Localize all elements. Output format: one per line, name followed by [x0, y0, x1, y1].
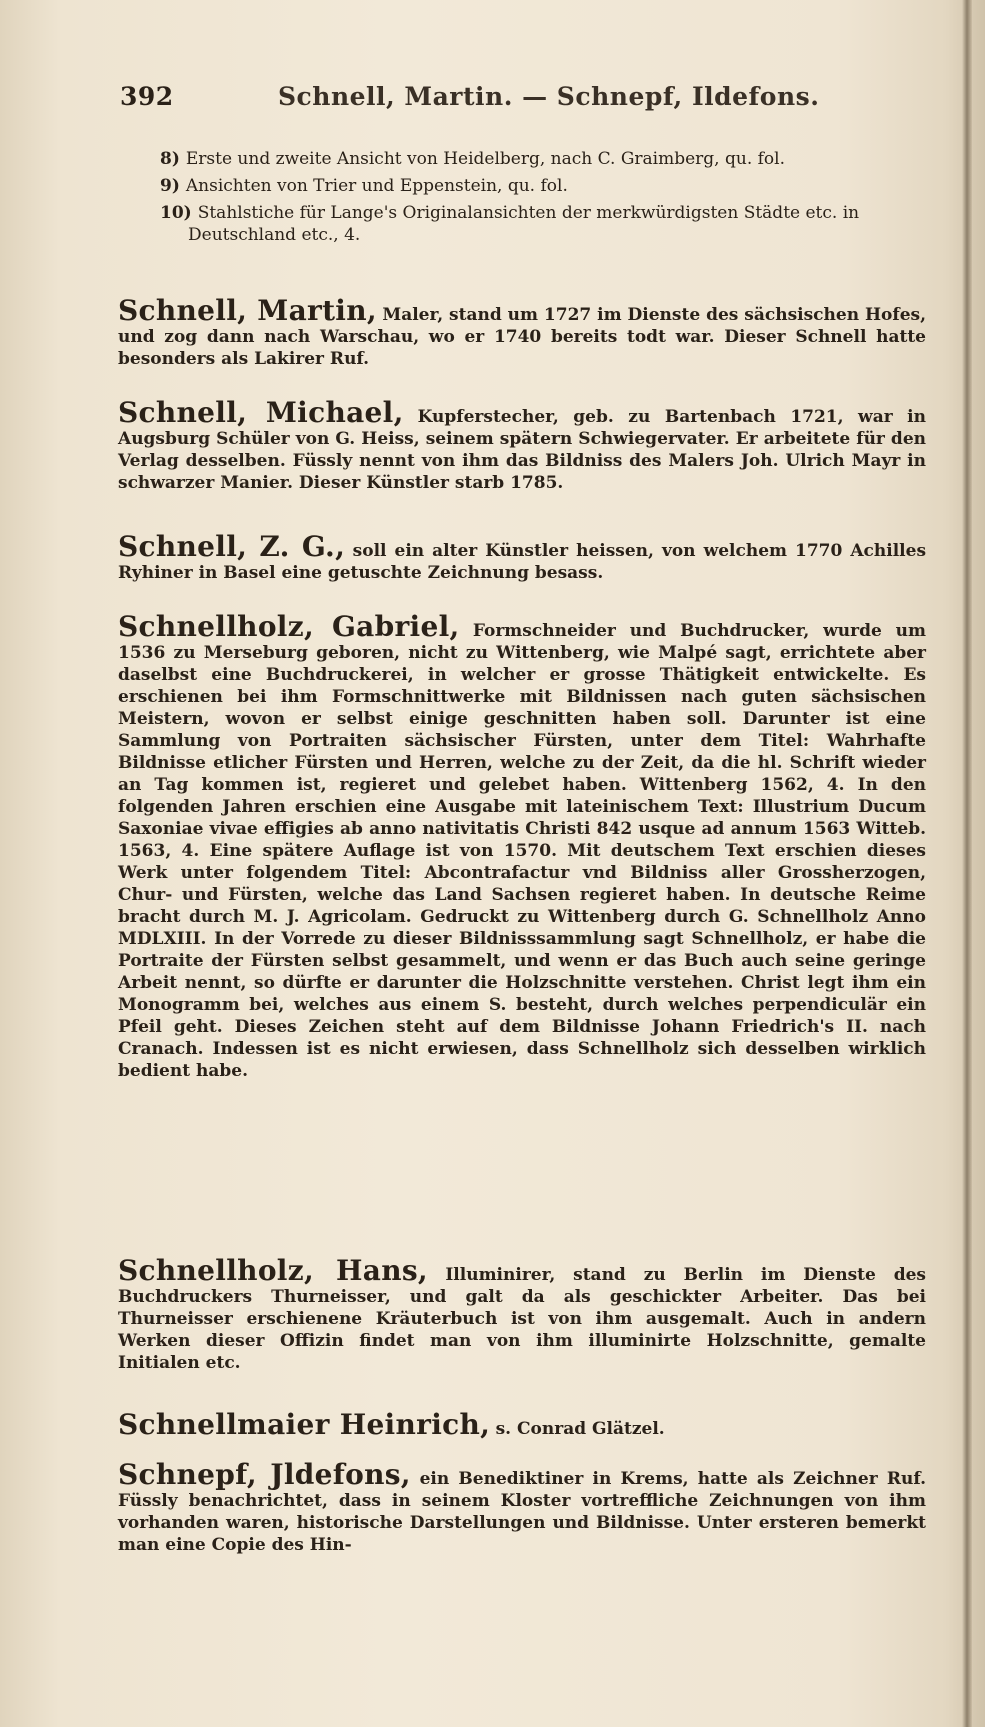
entry-body: Kupferstecher, geb. zu Bartenbach 1721, war in Augsburg Schüler von G. Heiss, seinem spätern Schwiegervater. Er arbeitete für den Verlag desselben. Füssly nennt von ihm das Bildniss des Malers Joh. Ulrich Mayr in schwarzer Manier. Dieser Künstler starb 1785. [118, 407, 926, 493]
entry-schnell-martin [118, 294, 927, 370]
entry-schnell-michael [118, 396, 926, 494]
entry-body: Formschneider und Buchdrucker, wurde um 1536 zu Merseburg geboren, nicht zu Wittenberg, wie Malpé sagt, errichtete aber daselbst eine Buchdruckerei, in welcher er grosse Thätigkeit entwickelte. Es erschienen bei ihm Formschnittwerke mit Bildnissen nach guten sächsischen Meistern, wovon er selbst einige geschnitten haben soll. Darunter ist eine Sammlung von Portraiten sächsischer Fürsten, unter dem Titel: Wahrhafte Bildnisse etlicher Fürsten und Herren, welche zu der Zeit, da die hl. Schrift wieder an Tag kommen ist, regieret und gelebet haben. Wittenberg 1562, 4. In den folgenden Jahren erschien eine Ausgabe mit lateinischem Text: Illustrium Ducum Saxoniae vivae effigies ab anno nativitatis Christi 842 usque ad annum 1563 Witteb. 1563, 4. Eine spätere Auflage ist von 1570. Mit deutschem Text erschien dieses Werk unter folgendem Titel: Abcontrafactur vnd Bildniss aller Grossherzogen, Chur- und Fürsten, welche das Land Sachsen regieret haben. In deutsche Reime bracht durch M. J. Agricolam. Gedruckt zu Wittenberg durch G. Schnellholz Anno MDLXIII. In der Vorrede zu dieser Bildnisssammlung sagt Schnellholz, er habe die Portraite der Fürsten selbst gesammelt, und wenn er das Buch auch seine geringe Arbeit nennt, so dürfte er darunter die Holzschnitte verstehen. Christ legt ihm ein Monogramm bei, welches aus einem S. besteht, durch welches perpendiculär ein Pfeil geht. Dieses Zeichen steht auf dem Bildnisse Johann Friedrich's II. nach Cranach. Indessen ist es nicht erwiesen, dass Schnellholz sich desselben wirklich bedient habe. [118, 621, 926, 1081]
entry-heading: Schnell, Martin, [118, 294, 377, 327]
entry-body: s. Conrad Glätzel. [495, 1419, 665, 1439]
list-item [118, 175, 926, 197]
entry-text [118, 1254, 926, 1374]
running-title: Schnell, Martin. — Schnepf, Ildefons. [278, 82, 820, 111]
list-text: Ansichten von Trier und Eppenstein, qu. fol. [185, 176, 568, 196]
entry-text [118, 610, 926, 1082]
entry-text [118, 396, 926, 494]
entry-body: Maler, stand um 1727 im Dienste des sächsischen Hofes, und zog dann nach Warschau, wo er 1740 bereits todt war. Dieser Schnell hatte besonders als Lakirer Ruf. [118, 305, 927, 369]
entry-text [118, 1408, 926, 1441]
page-header [120, 82, 920, 122]
list-item [118, 148, 926, 170]
list-number: 10) [160, 203, 192, 223]
list-text: Stahlstiche für Lange's Originalansichten der merkwürdigsten Städte etc. in Deutschland etc., 4. [188, 203, 860, 245]
entry-schnellholz-hans [118, 1254, 926, 1374]
entry-heading: Schnellholz, Gabriel, [118, 610, 460, 643]
entry-schnepf-jldefons [118, 1458, 926, 1556]
entry-text [118, 530, 927, 584]
list-number: 9) [160, 176, 180, 196]
page-margin [985, 0, 1000, 1727]
continued-list [118, 148, 926, 251]
entry-text [118, 1458, 926, 1556]
entry-heading: Schnell, Z. G., [118, 530, 346, 563]
entry-heading: Schnepf, Jldefons, [118, 1458, 411, 1491]
entry-heading: Schnellmaier Heinrich, [118, 1408, 491, 1441]
entry-body: Illuminirer, stand zu Berlin im Dienste des Buchdruckers Thurneisser, und galt da als geschickter Arbeiter. Das bei Thurneisser erschienene Kräuterbuch ist von ihm ausgemalt. Auch in andern Werken dieser Offizin findet man von ihm illuminirte Holzschnitte, gemalte Initialen etc. [118, 1265, 926, 1373]
entry-schnellmaier-heinrich [118, 1408, 926, 1441]
entry-schnell-zg [118, 530, 927, 584]
list-item [118, 202, 926, 246]
book-gutter-shadow [962, 0, 972, 1727]
entry-body: ein Benediktiner in Krems, hatte als Zeichner Ruf. Füssly benachrichtet, dass in seinem Kloster vortreffliche Zeichnungen von ihm vorhanden waren, historische Darstellungen und Bildnisse. Unter ersteren bemerkt man eine Copie des Hin- [118, 1469, 926, 1555]
page-number: 392 [120, 82, 174, 111]
entry-heading: Schnellholz, Hans, [118, 1254, 428, 1287]
entry-schnellholz-gabriel [118, 610, 926, 1082]
entry-body: soll ein alter Künstler heissen, von welchem 1770 Achilles Ryhiner in Basel eine getuschte Zeichnung besass. [118, 541, 927, 583]
list-text: Erste und zweite Ansicht von Heidelberg, nach C. Graimberg, qu. fol. [185, 149, 785, 169]
entry-heading: Schnell, Michael, [118, 396, 404, 429]
entry-text [118, 294, 927, 370]
list-number: 8) [160, 149, 180, 169]
